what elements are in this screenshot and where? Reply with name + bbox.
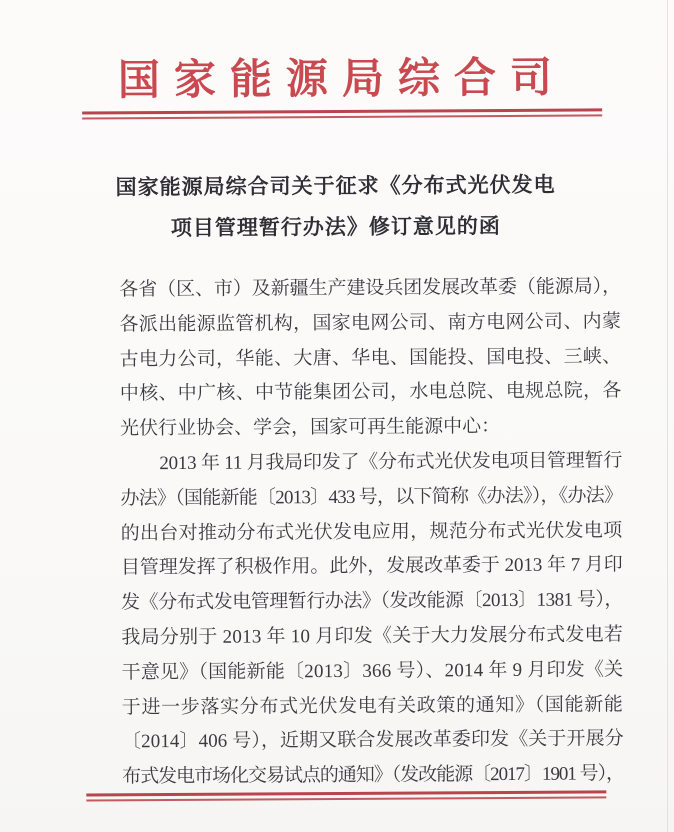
document-title <box>0 164 673 250</box>
body-line: 我局分别于 2013 年 10 月印发《关于大力发展分布式发电若 <box>121 624 624 649</box>
document-title-line-2: 项目管理暂行办法》修订意见的函 <box>170 213 501 241</box>
body-line: 发《分布式发电管理暂行办法》（发改能源〔2013〕1381 号）， <box>121 589 623 614</box>
body-line: 古电力公司，华能、大唐、华电、国能投、国电投、三峡、 <box>119 345 622 370</box>
body-line: 中核、中广核、中节能集团公司，水电总院、电规总院，各 <box>119 380 622 405</box>
document-body <box>119 270 624 795</box>
body-line: 于进一步落实分布式光伏发电有关政策的通知》（国能新能 <box>121 693 624 718</box>
body-line: 干意见》（国能新能〔2013〕366 号）、2014 年 9 月印发《关 <box>121 659 624 684</box>
body-line: 办法》（国能新能〔2013〕433 号，以下简称《办法》），《办法》 <box>120 485 623 510</box>
body-line: 各派出能源监管机构，国家电网公司、南方电网公司、内蒙 <box>119 311 622 336</box>
body-line: 的出台对推动分布式光伏发电应用，规范分布式光伏发电项 <box>120 519 623 544</box>
body-line: 2013 年 11 月我局印发了《分布式光伏发电项目管理暂行 <box>159 450 623 475</box>
body-line: 目管理发挥了积极作用。此外，发展改革委于 2013 年 7 月印 <box>120 554 623 579</box>
body-line: 各省（区、市）及新疆生产建设兵团发展改革委（能源局）， <box>119 276 622 301</box>
document-title-line-1: 国家能源局综合司关于征求《分布式光伏发电 <box>115 172 556 200</box>
body-line: 〔2014〕406 号），近期又联合发展改革委印发《关于开展分 <box>121 728 624 753</box>
body-line: 布式发电市场化交易试点的通知》（发改能源〔2017〕1901 号）， <box>122 763 625 788</box>
header-divider-rule <box>82 108 602 119</box>
agency-header: 国家能源局综合司 <box>117 55 567 105</box>
body-line: 光伏行业协会、学会，国家可再生能源中心： <box>120 416 501 440</box>
